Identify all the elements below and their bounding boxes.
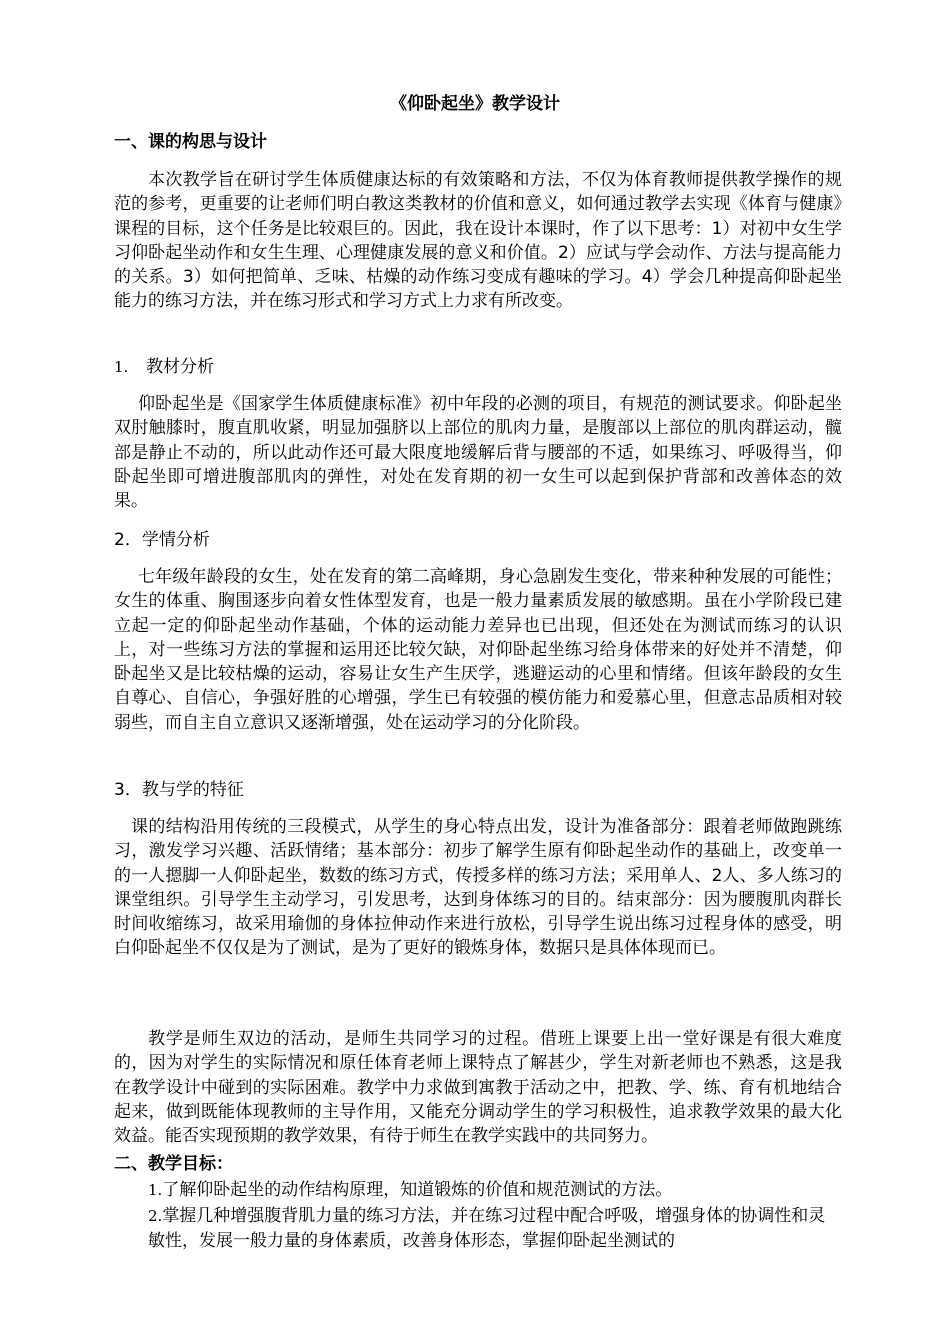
subsection3-heading: 3．教与学的特征	[114, 780, 244, 800]
subsection1-heading	[114, 355, 214, 379]
objective-item	[148, 1204, 842, 1253]
subsection2-paragraph: 七年级年龄段的女生，处在发育的第二高峰期，身心急剧发生变化，带来种种发展的可能性；女生的体重、胸围逐步向着女性体型发育，也是一般力量素质发展的敏感期。虽在小学阶段已建立起一定的仰卧起坐动作基础，个体的运动能力差异也已出现，但还处在为测试而练习的认识上，对一些练习方法的掌握和运用还比较欠缺，对仰卧起坐练习给身体带来的好处并不清楚，仰卧起坐又是比较枯燥的运动，容易让女生产生厌学，逃避运动的心里和情绪。但该年龄段的女生自尊心、自信心，争强好胜的心增强，学生已有较强的模仿能力和爱慕心里，但意志品质相对较弱些，而自主自立意识又逐渐增强，处在运动学习的分化阶段。	[114, 567, 842, 733]
objective-text: 了解仰卧起坐的动作结构原理，知道锻炼的价值和规范测试的方法。	[162, 1180, 673, 1200]
objectives-list	[148, 1178, 842, 1253]
section1-heading: 一、课的构思与设计	[114, 132, 267, 152]
closing-paragraph: 教学是师生双边的活动，是师生共同学习的过程。借班上课要上出一堂好课是有很大难度的，因为对学生的实际情况和原任体育老师上课特点了解甚少，学生对新老师也不熟悉，这是我在教学设计中碰到的实际困难。教学中力求做到寓教于活动之中，把教、学、练、育有机地结合起来，做到既能体现教师的主导作用，又能充分调动学生的学习积极性，追求教学效果的最大化效益。能否实现预期的教学效果，有待于师生在教学实践中的共同努力。	[114, 1029, 842, 1147]
objective-number: 1.	[148, 1181, 163, 1199]
subsection2-heading: 2．学情分析	[114, 530, 210, 550]
objective-text: 掌握几种增强腹背肌力量的练习方法，并在练习过程中配合呼吸，增强身体的协调性和灵敏性，发展一般力量的身体素质，改善身体形态，掌握仰卧起坐测试的	[148, 1206, 826, 1251]
objective-item	[148, 1178, 842, 1202]
subsection1-paragraph: 仰卧起坐是《国家学生体质健康标准》初中年段的必测的项目，有规范的测试要求。仰卧起坐双肘触膝时，腹直肌收紧，明显加强脐以上部位的肌肉力量，是腹部以上部位的肌肉群运动，髋部是静止不动的，所以此动作还可最大限度地缓解后背与腰部的不适，如果练习、呼吸得当，仰卧起坐即可增进腹部肌肉的弹性，对处在发育期的初一女生可以起到保护背部和改善体态的效果。	[114, 394, 842, 512]
subsection1-number: 1.	[114, 358, 129, 376]
section1-intro-paragraph: 本次教学旨在研讨学生体质健康达标的有效策略和方法，不仅为体育教师提供教学操作的规范的参考，更重要的让老师们明白教这类教材的价值和意义，如何通过教学去实现《体育与健康》课程的目标，这个任务是比较艰巨的。因此，我在设计本课时，作了以下思考：1）对初中女生学习仰卧起坐动作和女生生理、心理健康发展的意义和价值。2）应试与学会动作、方法与提高能力的关系。3）如何把简单、乏味、枯燥的动作练习变成有趣味的学习。4）学会几种提高仰卧起坐能力的练习方法，并在练习形式和学习方式上力求有所改变。	[114, 170, 842, 312]
section2-heading: 二、教学目标：	[114, 1154, 233, 1174]
subsection3-paragraph: 课的结构沿用传统的三段模式，从学生的身心特点出发，设计为准备部分：跟着老师做跑跳练习，激发学习兴趣、活跃情绪；基本部分：初步了解学生原有仰卧起坐动作的基础上，改变单一的一人摁脚一人仰卧起坐，数数的练习方式，传授多样的练习方法；采用单人、2人、多人练习的课堂组织。引导学生主动学习，引发思考，达到身体练习的目的。结束部分：因为腰腹肌肉群长时间收缩练习，故采用瑜伽的身体拉伸动作来进行放松，引导学生说出练习过程身体的感受，明白仰卧起坐不仅仅是为了测试，是为了更好的锻炼身体，数据只是具体体现而已。	[114, 817, 842, 959]
document-title: 《仰卧起坐》教学设计	[390, 94, 560, 114]
subsection1-label: 教材分析	[146, 357, 214, 377]
objective-number: 2.	[148, 1207, 163, 1226]
